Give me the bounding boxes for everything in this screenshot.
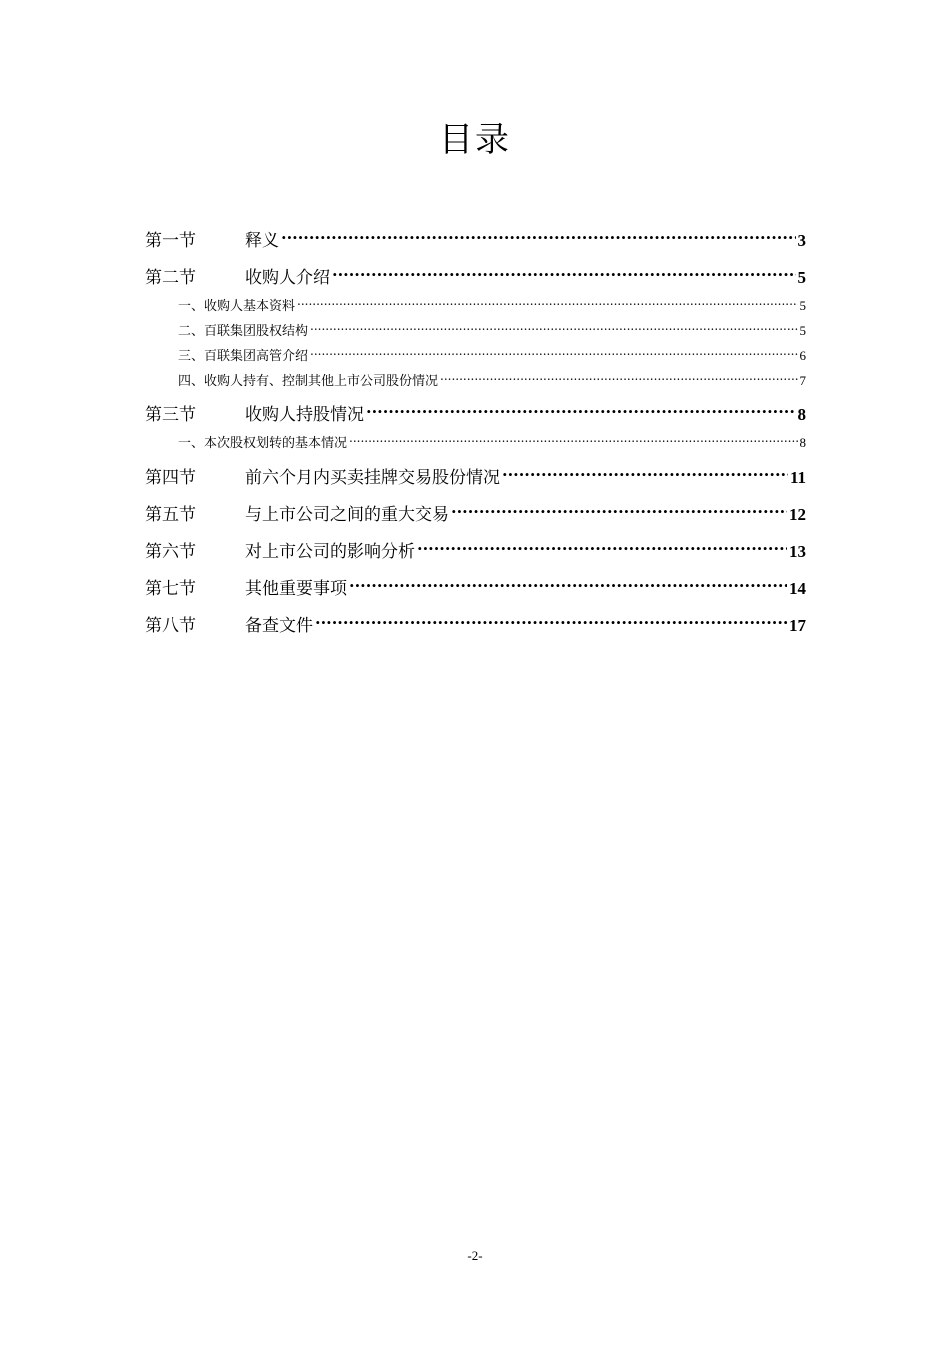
toc-page-number: 7 — [799, 373, 806, 388]
toc-subsection-title: 一、收购人基本资料 — [178, 299, 296, 314]
toc-subsection-title: 三、百联集团高管介绍 — [178, 349, 309, 364]
toc-subsection-2-1[interactable] — [178, 292, 806, 314]
toc-leader-dots — [281, 222, 796, 246]
toc-section-number: 第四节 — [145, 468, 196, 488]
toc-section-4[interactable] — [145, 459, 806, 488]
page-title: 目录 — [439, 120, 511, 160]
toc-section-8[interactable] — [145, 607, 806, 636]
toc-page-number: 5 — [799, 298, 806, 313]
toc-subsection-title: 四、收购人持有、控制其他上市公司股份情况 — [178, 374, 439, 389]
toc-leader-dots — [502, 459, 788, 483]
toc-page-number: 14 — [789, 579, 806, 598]
toc-page-number: 8 — [799, 435, 806, 450]
toc-section-number: 第七节 — [145, 579, 196, 599]
toc-subsection-3-1[interactable] — [178, 429, 806, 451]
toc-subsection-2-2[interactable] — [178, 317, 806, 339]
toc-section-number: 第五节 — [145, 505, 196, 525]
toc-section-number: 第二节 — [145, 268, 196, 288]
toc-leader-dots — [332, 259, 796, 283]
toc-section-number: 第八节 — [145, 616, 196, 636]
toc-leader-dots — [451, 496, 787, 520]
toc-subsection-title: 一、本次股权划转的基本情况 — [178, 436, 348, 451]
toc-leader-dots — [349, 570, 787, 594]
toc-section-2[interactable] — [145, 259, 806, 288]
toc-section-title: 与上市公司之间的重大交易 — [245, 505, 449, 525]
toc-leader-dots — [366, 396, 796, 420]
toc-section-title: 备查文件 — [245, 616, 313, 636]
toc-leader-dots — [310, 317, 797, 335]
toc-page-number: 8 — [797, 405, 806, 424]
toc-section-title: 其他重要事项 — [245, 579, 347, 599]
toc-section-number: 第六节 — [145, 542, 196, 562]
toc-page-number: 12 — [789, 505, 806, 524]
toc-page-number: 6 — [799, 348, 806, 363]
toc-section-7[interactable] — [145, 570, 806, 599]
toc-leader-dots — [417, 533, 787, 557]
toc-subsection-title: 二、百联集团股权结构 — [178, 324, 309, 339]
toc-leader-dots — [315, 607, 787, 631]
toc-page-number: 5 — [799, 323, 806, 338]
toc-section-1[interactable] — [145, 222, 806, 251]
toc-section-title: 收购人介绍 — [245, 268, 330, 288]
toc-page-number: 13 — [789, 542, 806, 561]
toc-page-number: 11 — [789, 468, 806, 487]
toc-leader-dots — [349, 429, 797, 447]
toc-section-6[interactable] — [145, 533, 806, 562]
toc-leader-dots — [310, 342, 797, 360]
toc-section-number: 第一节 — [145, 231, 196, 251]
toc-leader-dots — [440, 367, 797, 385]
toc-section-title: 收购人持股情况 — [245, 405, 364, 425]
toc-section-5[interactable] — [145, 496, 806, 525]
toc-page-number: 17 — [789, 616, 806, 635]
toc-section-title: 对上市公司的影响分析 — [245, 542, 415, 562]
toc-page-number: 5 — [797, 268, 806, 287]
toc-subsection-2-3[interactable] — [178, 342, 806, 364]
toc-section-3[interactable] — [145, 396, 806, 425]
toc-leader-dots — [297, 292, 797, 310]
toc-page-number: 3 — [797, 231, 806, 250]
toc-section-title: 前六个月内买卖挂牌交易股份情况 — [245, 468, 500, 488]
toc-section-title: 释义 — [245, 231, 279, 251]
toc-subsection-2-4[interactable] — [178, 367, 806, 389]
page-footer-number: -2- — [467, 1248, 483, 1263]
toc-section-number: 第三节 — [145, 405, 196, 425]
